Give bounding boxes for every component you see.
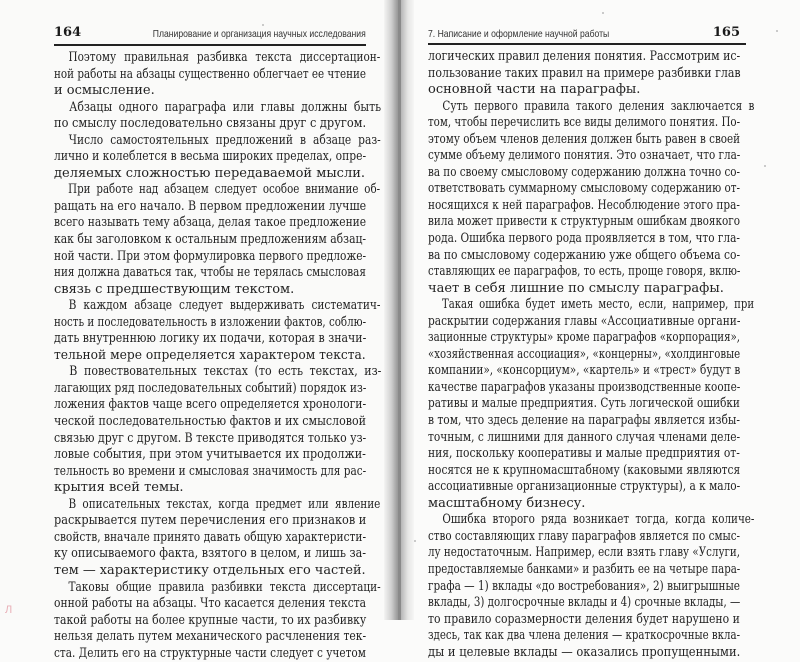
text-line: ассоциативные организационные структуры), а к мало- [428,479,741,495]
text-line: ной части. При этом формулировка первого предложе- [54,248,367,264]
text-line: ва по смысловому содержанию уже общего объема со- [428,247,741,263]
text-line: дать внутреннюю логику их подачи, которая в значи- [54,331,367,347]
text-line: логических правил деления понятия. Рассмотрим ис- [428,49,741,64]
text-line: ной работы на абзацы существенно облегчает ее чтение [54,66,367,82]
paragraph-first-line: Абзацы одного параграфа или главы должны быть [69,99,382,115]
right-page-body [428,49,755,661]
text-line: точным, с лишними для данного случая членами деле- [428,429,741,445]
text-line: как бы заголовком к остальным предложениям абзац- [54,232,367,248]
left-page-body [54,50,382,662]
text-line: носятся не к крупномасштабному (каковыми являются [428,462,741,478]
text-line: ния должна даваться так, чтобы не терялась смысловая [54,265,366,281]
text-line: связью друг с другом. В тексте приводятся только уз- [54,430,367,446]
text-line: ста. Делить его на структурные части следует с учетом [54,645,366,661]
text-line: нельзя делать путем механического расчленения тек- [54,629,367,645]
gutter-shadow-line [398,0,401,620]
text-line: в том, что здесь деление на параграфы является избы- [428,413,741,429]
paragraph-first-line: Суть первого правила такого деления заключается в [442,98,755,114]
text-line: вила может привести к структурным ошибкам двоякого [428,214,740,230]
left-running-head: Планирование и организация научных исследования [153,28,366,40]
text-line: лагающих ряд последовательных событий) порядок из- [54,380,367,396]
text-line: вклады, 3) долгосрочные вклады и 4) срочные вклады, — [428,595,741,611]
paper-speck [602,12,604,14]
paragraph-first-line: В описательных текстах, когда предмет или явление [68,496,381,512]
text-line: ращать на его начало. В первом предложении лучше [54,198,367,214]
text-line: здесь, так как два члена деления — краткосрочные вкла- [428,628,741,644]
right-running-head: 7. Написание и оформление научной работы [428,28,610,40]
text-line: онной работы на абзацы. Что касается деления текста [54,596,367,612]
paper-speck [776,30,778,32]
text-line: свойств, вначале принято давать общую характеристи- [54,529,367,545]
text-line: графа — 1) вклады «до востребования», 2) выигрышные [428,578,740,594]
paragraph-first-line: Ошибка второго ряда возникает тогда, когда количе- [442,512,755,528]
text-line: тем — характеристику отдельных его частей. [54,562,366,578]
text-line: ответствовать суммарному смысловому содержанию от- [428,181,741,197]
text-line: пользование таких правил на примере разбивки глав [428,65,741,81]
text-line: ния, поскольку кооперативы и малые предприятия от- [428,446,740,462]
text-line: то правило соразмерности деления будет нарушено и [428,611,740,627]
paragraph-first-line: В повествовательных текстах (то есть текстах, из- [69,364,382,380]
text-line: чает в себя лишние по смыслу параграфы. [428,280,724,296]
text-line: лу недостаточным. Например, если взять главу «Услуги, [428,545,741,561]
paragraph-first-line: Таковы общие правила разбивки текста диссертаци- [68,579,381,595]
left-page-header [54,26,366,42]
paragraph-first-line: Число самостоятельных предложений в абзаце раз- [68,132,381,148]
text-line: и осмысление. [54,83,155,99]
text-line: ку описываемого факта, взятого в целом, и лишь за- [54,546,367,562]
paragraph-first-line: Поэтому правильная разбивка текста диссертацион- [68,50,381,65]
text-line: деляемых сложностью передаваемой мысли. [54,165,366,181]
text-line: рода. Ошибка первого рода проявляется в том, что гла- [428,231,740,247]
text-line: предоставляемые банками» и разбить ее на четыре пара- [428,561,741,577]
paragraph-first-line: Такая ошибка будет иметь место, если, например, при [441,297,755,313]
text-line: тельной мере определяется характером текста. [54,347,366,363]
text-line: носящихся к ней параграфов. Несоблюдение этого пра- [428,197,740,213]
margin-pencil-mark: Л [5,604,13,616]
text-line: по смыслу последовательно связаны друг с другом. [54,116,367,132]
text-line: раскрытии содержания главы «Ассоциативные органи- [428,313,741,329]
text-line: масштабному бизнесу. [428,495,586,511]
text-line: зационные структуры» кроме параграфов «корпорация», [428,330,741,346]
text-line: этому объем членов деления должен быть равен в своей [428,131,741,147]
text-line: всего называть тему абзаца, делая такое предложение [54,215,367,231]
text-line: компании», «консорциум», «картель» и «трест» будут в [428,363,741,379]
text-line: ративы и малые предприятия. Суть логической ошибки [428,396,740,412]
paper-speck [764,165,766,167]
left-page-number: 164 [54,25,82,40]
paper-speck [414,540,416,542]
text-line: том, чтобы перечислить все виды делимого понятия. По- [428,115,741,131]
text-line: тельность во времени и смысловая значимость для рас- [54,463,367,479]
text-line: ство составляющих главу параграфов является по смыс- [428,528,741,544]
paper-speck [262,24,264,26]
text-line: ва по своему смысловому содержанию должна точно со- [428,164,741,180]
text-line: крытия всей темы. [54,480,184,496]
right-header-rule [428,43,746,45]
text-line: сумме объему делимого понятия. Это означает, что гла- [428,148,741,164]
paragraph-first-line: В каждом абзаце следует выдерживать систематич- [68,298,381,314]
text-line: ложения фактов чаще всего определяется хронологи- [54,397,367,413]
left-header-rule [54,44,366,46]
text-line: связь с предшествующим текстом. [54,281,295,297]
right-page-number: 165 [712,25,740,40]
text-line: качестве параграфов указаны производственные коопе- [428,379,741,395]
text-line: раскрывается путем перечисления его признаков и [54,513,367,529]
text-line: ставляющих ее параграфов, то есть, проще говоря, вклю- [428,264,741,280]
text-line: ческой последовательностью фактов и их смысловой [54,414,366,430]
text-line: «хозяйственная ассоциация», «концерны», «холдинговые [428,346,741,362]
text-line: ность и последовательность в изложении фактов, соблю- [54,314,367,330]
text-line: основной части на параграфы. [428,82,641,98]
text-line: лично и колеблется в весьма широких пределах, опре- [54,149,367,165]
text-line: ды и целевые вклады — оказались пропущенными. [428,644,741,660]
text-line: ловые события, при этом учитывается их продолжи- [54,447,366,463]
right-page-header [428,26,740,42]
paragraph-first-line: При работе над абзацем следует особое внимание об- [68,182,381,198]
text-line: такой работы на более крупные части, то их разбивку [54,612,367,628]
